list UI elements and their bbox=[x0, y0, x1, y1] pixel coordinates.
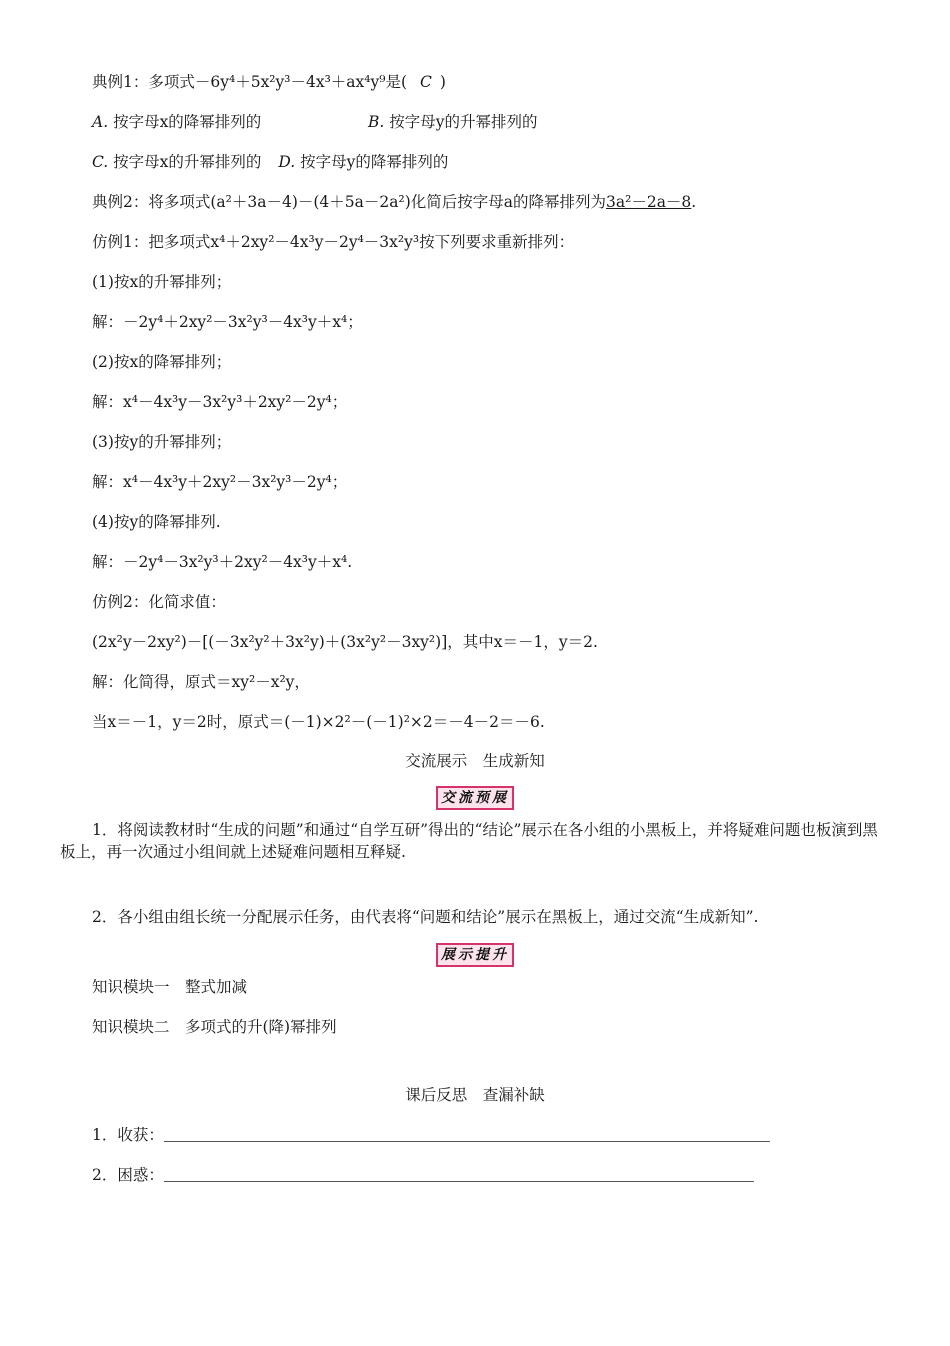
follow-1-q3: (3)按y的升幂排列； bbox=[92, 433, 232, 451]
badge-exchange-wrap bbox=[0, 786, 950, 810]
example-1 bbox=[92, 71, 446, 93]
example-2-end: . bbox=[691, 193, 697, 211]
option-b-row bbox=[368, 111, 538, 133]
exchange-item-2: 2．各小组由组长统一分配展示任务，由代表将“问题和结论”展示在黑板上，通过交流“生成新知”. bbox=[92, 908, 759, 926]
option-b: 按字母y的升幂排列的 bbox=[389, 113, 538, 131]
follow-2-stem: 化简求值： bbox=[148, 593, 226, 611]
example-2-stem: 将多项式(a²＋3a－4)－(4＋5a－2a²)化简后按字母a的降幂排列为 bbox=[148, 193, 607, 211]
reflection-doubt bbox=[92, 1164, 754, 1186]
section-title-exchange: 交流展示 生成新知 bbox=[405, 752, 545, 770]
option-d-key: D. bbox=[278, 153, 296, 171]
reflection-gain-blank[interactable] bbox=[164, 1125, 770, 1142]
example-2 bbox=[92, 191, 696, 213]
badge-show-wrap bbox=[0, 943, 950, 967]
knowledge-module-2: 知识模块二 多项式的升(降)幂排列 bbox=[92, 1018, 337, 1036]
reflection-doubt-label: 2．困惑： bbox=[92, 1166, 164, 1184]
example-1-answer: C bbox=[419, 73, 432, 91]
option-d: 按字母y的降幂排列的 bbox=[300, 153, 449, 171]
follow-1-q2: (2)按x的降幂排列； bbox=[92, 353, 232, 371]
example-1-label: 典例1： bbox=[92, 73, 149, 91]
follow-example-2 bbox=[92, 591, 226, 613]
option-c: 按字母x的升幂排列的 bbox=[113, 153, 262, 171]
option-b-key: B. bbox=[368, 113, 385, 131]
follow-1-q1: (1)按x的升幂排列； bbox=[92, 273, 232, 291]
badge-show-improve: 展示提升 bbox=[436, 943, 514, 967]
follow-2-expression: (2x²y－2xy²)－[(－3x²y²＋3x²y)＋(3x²y²－3xy²)]，其中x＝－1，y＝2. bbox=[92, 633, 598, 651]
reflection-gain bbox=[92, 1124, 770, 1146]
follow-1-q4: (4)按y的降幂排列. bbox=[92, 513, 221, 531]
example-1-stem: 多项式－6y⁴＋5x²y³－4x³＋ax⁴y⁹是( bbox=[148, 73, 408, 91]
option-a-key: A. bbox=[92, 113, 109, 131]
follow-example-1 bbox=[92, 231, 574, 253]
example-1-close: ) bbox=[439, 73, 446, 91]
reflection-gain-label: 1．收获： bbox=[92, 1126, 164, 1144]
exchange-item-1: 1．将阅读教材时“生成的问题”和通过“自学互研”得出的“结论”展示在各小组的小黑板上，并将疑难问题也板演到黑板上，再一次通过小组间就上述疑难问题相互释疑. bbox=[60, 821, 878, 861]
follow-1-stem: 把多项式x⁴＋2xy²－4x³y－2y⁴－3x²y³按下列要求重新排列： bbox=[148, 233, 575, 251]
follow-1-a3: 解：x⁴－4x³y＋2xy²－3x²y³－2y⁴； bbox=[92, 473, 348, 491]
option-a: 按字母x的降幂排列的 bbox=[113, 113, 262, 131]
section-title-reflection: 课后反思 查漏补缺 bbox=[405, 1086, 545, 1104]
follow-2-label: 仿例2： bbox=[92, 593, 149, 611]
follow-1-a2: 解：x⁴－4x³y－3x²y³＋2xy²－2y⁴； bbox=[92, 393, 348, 411]
follow-1-a1: 解：－2y⁴＋2xy²－3x²y³－4x³y＋x⁴； bbox=[92, 313, 363, 331]
knowledge-module-1: 知识模块一 整式加减 bbox=[92, 978, 248, 996]
example-2-label: 典例2： bbox=[92, 193, 149, 211]
follow-1-label: 仿例1： bbox=[92, 233, 149, 251]
follow-2-solution-1: 解：化简得，原式＝xy²－x²y， bbox=[92, 673, 310, 691]
reflection-doubt-blank[interactable] bbox=[164, 1165, 754, 1182]
follow-1-a4: 解：－2y⁴－3x²y³＋2xy²－4x³y＋x⁴. bbox=[92, 553, 353, 571]
example-1-options-ab bbox=[92, 111, 261, 133]
badge-exchange-preview: 交流预展 bbox=[436, 786, 514, 810]
example-2-answer: 3a²－2a－8 bbox=[606, 193, 692, 211]
follow-2-solution-2: 当x＝－1，y＝2时，原式＝(－1)×2²－(－1)²×2＝－4－2＝－6. bbox=[92, 713, 545, 731]
option-c-key: C. bbox=[92, 153, 109, 171]
example-1-options-cd bbox=[92, 151, 448, 173]
